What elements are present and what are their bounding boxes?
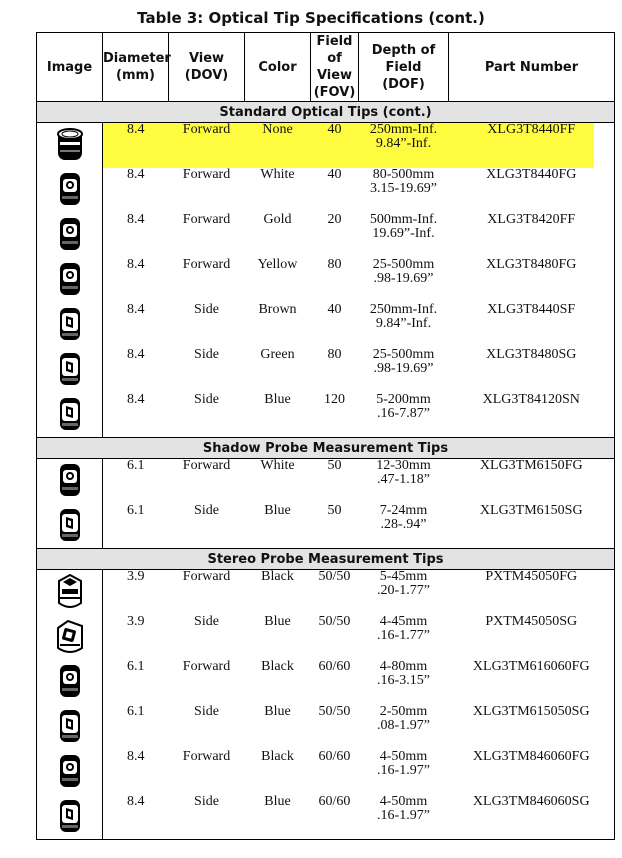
fov-cell: 40 [327, 301, 342, 317]
dof-cell [359, 570, 449, 615]
probe-tip-side-icon [37, 798, 102, 834]
dof-cell [359, 213, 449, 258]
dof-imperial: .20-1.77” [377, 583, 430, 598]
dof-metric: 4-45mm [379, 613, 428, 629]
section-header [37, 438, 615, 459]
dof-cell [359, 258, 449, 303]
dof-imperial: .16-7.87” [377, 405, 430, 421]
fov-cell: 50 [327, 458, 342, 473]
diameter-cell: 8.4 [103, 123, 169, 168]
dof-cell [359, 459, 449, 504]
probe-tip-forward-clear-icon [37, 126, 102, 162]
table-row [37, 750, 615, 795]
dof-metric: 25-500mm [372, 256, 435, 272]
dof-cell [359, 393, 449, 438]
probe-tip-forward-icon [37, 216, 102, 252]
diameter-cell: 3.9 [127, 613, 145, 629]
dof-metric: 12-30mm [376, 458, 431, 473]
part-number-cell: XLG3T8480FG [449, 258, 615, 303]
view-cell: Forward [182, 166, 231, 182]
dof-imperial: .08-1.97” [377, 717, 430, 733]
fov-cell: 20 [327, 211, 342, 227]
view-cell: Side [194, 613, 219, 629]
fov-cell: 60/60 [318, 658, 351, 674]
view-cell: Side [194, 346, 219, 362]
probe-tip-side-icon [37, 396, 102, 432]
tip-image [37, 348, 103, 393]
header-image: Image [37, 33, 103, 102]
table-row [37, 303, 615, 348]
part-number-cell: XLG3T8420FF [449, 213, 615, 258]
diameter-cell: 8.4 [127, 346, 145, 362]
tip-image [37, 660, 103, 705]
dof-imperial: .28-.94” [380, 516, 427, 532]
diameter-cell: 8.4 [103, 393, 169, 438]
section-header [37, 102, 615, 123]
header-diameter: Diameter (mm) [103, 33, 169, 102]
diameter-cell: 6.1 [127, 658, 145, 674]
diameter-cell: 3.9 [127, 569, 145, 584]
fov-cell: 40 [311, 123, 359, 168]
dof-cell [359, 615, 449, 660]
part-number-cell: XLG3TM846060FG [449, 750, 615, 795]
part-number-cell: XLG3T84120SN [449, 393, 615, 438]
diameter-cell: 8.4 [127, 301, 145, 317]
view-cell: Forward [182, 658, 231, 674]
view-cell: Side [169, 795, 245, 840]
color-cell: Black [261, 658, 294, 674]
optical-tip-spec-table [36, 32, 615, 840]
part-number-cell: XLG3T8440SF [449, 303, 615, 348]
diameter-cell: 6.1 [127, 703, 145, 719]
dof-imperial: .98-19.69” [373, 360, 434, 376]
dof-cell [359, 168, 449, 213]
table-row [37, 123, 615, 168]
color-cell: None [245, 123, 311, 168]
color-cell: Blue [245, 504, 311, 549]
fov-cell: 50/50 [318, 569, 351, 584]
view-cell: Side [194, 301, 219, 317]
color-cell: Brown [258, 301, 297, 317]
part-number-cell: XLG3T8480SG [449, 348, 615, 393]
dof-cell [359, 123, 449, 168]
probe-tip-side-icon [37, 306, 102, 342]
tip-image [37, 123, 103, 168]
fov-cell: 40 [327, 166, 342, 182]
tip-image [37, 303, 103, 348]
tip-image [37, 393, 103, 438]
diameter-cell: 8.4 [127, 211, 145, 227]
section-header [37, 549, 615, 570]
dof-metric: 7-24mm [379, 502, 428, 518]
dof-cell [359, 504, 449, 549]
part-number-cell: PXTM45050FG [449, 570, 615, 615]
fov-cell: 60/60 [318, 748, 351, 764]
color-cell: Blue [264, 613, 291, 629]
fov-cell: 50/50 [318, 613, 351, 629]
dof-imperial: .16-3.15” [377, 672, 430, 688]
tip-image [37, 459, 103, 504]
fov-cell: 80 [327, 346, 342, 362]
probe-tip-stereo-forward-icon [37, 573, 102, 611]
dof-imperial: .98-19.69” [373, 270, 434, 286]
table-row [37, 393, 615, 438]
fov-cell: 80 [327, 256, 342, 272]
table-title: Table 3: Optical Tip Specifications (cont.) [137, 9, 485, 27]
header-row [37, 33, 615, 102]
probe-tip-side-icon [37, 351, 102, 387]
color-cell: Blue [245, 795, 311, 840]
tip-image [37, 168, 103, 213]
dof-cell [359, 348, 449, 393]
probe-tip-stereo-side-icon [37, 618, 102, 656]
header-dof: Depth of Field (DOF) [359, 33, 449, 102]
table-row [37, 168, 615, 213]
tip-image [37, 795, 103, 840]
section-title: Standard Optical Tips (cont.) [37, 102, 615, 123]
table-row [37, 504, 615, 549]
color-cell: Gold [263, 211, 292, 227]
tip-image [37, 570, 103, 615]
color-cell: Green [260, 346, 295, 362]
dof-metric: 5-200mm [376, 391, 431, 407]
view-cell: Side [169, 393, 245, 438]
view-cell: Side [169, 504, 245, 549]
view-cell: Side [194, 703, 219, 719]
tip-image [37, 504, 103, 549]
header-fov: Field of View (FOV) [311, 33, 359, 102]
diameter-cell: 6.1 [103, 504, 169, 549]
table-row [37, 660, 615, 705]
color-cell: Black [261, 569, 294, 584]
part-number-cell: XLG3TM6150SG [449, 504, 615, 549]
probe-tip-side-icon [37, 708, 102, 744]
probe-tip-forward-icon [37, 261, 102, 297]
dof-imperial: .16-1.97” [377, 807, 430, 823]
part-number-cell: PXTM45050SG [449, 615, 615, 660]
table-row [37, 258, 615, 303]
tip-image [37, 615, 103, 660]
fov-cell: 50 [311, 504, 359, 549]
fov-cell: 60/60 [311, 795, 359, 840]
dof-imperial: 9.84”-Inf. [375, 315, 432, 331]
fov-cell: 50/50 [318, 703, 351, 719]
probe-tip-forward-icon [37, 171, 102, 207]
dof-metric: 250mm-Inf. [369, 122, 438, 137]
dof-cell [359, 660, 449, 705]
dof-metric: 2-50mm [379, 703, 428, 719]
header-view: View (DOV) [169, 33, 245, 102]
table-row [37, 615, 615, 660]
view-cell: Forward [182, 569, 231, 584]
dof-imperial: .16-1.77” [377, 627, 430, 643]
color-cell: Blue [264, 703, 291, 719]
diameter-cell: 6.1 [127, 458, 145, 473]
view-cell: Forward [182, 256, 231, 272]
color-cell: White [260, 458, 295, 473]
dof-metric: 4-80mm [379, 658, 428, 674]
tip-image [37, 705, 103, 750]
probe-tip-side-icon [37, 507, 102, 543]
color-cell: Blue [245, 393, 311, 438]
color-cell: White [260, 166, 295, 182]
dof-metric: 500mm-Inf. [369, 211, 438, 227]
table-row [37, 570, 615, 615]
fov-cell: 120 [311, 393, 359, 438]
section-title: Stereo Probe Measurement Tips [37, 549, 615, 570]
header-part-number: Part Number [449, 33, 615, 102]
part-number-cell: XLG3T8440FG [449, 168, 615, 213]
dof-metric: 4-50mm [379, 748, 428, 764]
view-cell: Forward [182, 211, 231, 227]
part-number-cell: XLG3T8440FF [449, 123, 615, 168]
dof-metric: 80-500mm [372, 166, 435, 182]
table-row [37, 459, 615, 504]
header-color: Color [245, 33, 311, 102]
part-number-cell: XLG3TM616060FG [449, 660, 615, 705]
dof-metric: 250mm-Inf. [369, 301, 438, 317]
dof-cell [359, 705, 449, 750]
tip-image [37, 750, 103, 795]
table-row [37, 213, 615, 258]
diameter-cell: 8.4 [127, 748, 145, 764]
view-cell: Forward [182, 458, 231, 473]
table-row [37, 795, 615, 840]
part-number-cell: XLG3TM6150FG [449, 459, 615, 504]
color-cell: Black [261, 748, 294, 764]
dof-imperial: .16-1.97” [377, 762, 430, 778]
dof-imperial: .47-1.18” [377, 472, 430, 487]
diameter-cell: 8.4 [127, 166, 145, 182]
dof-cell [359, 795, 449, 840]
view-cell: Forward [182, 748, 231, 764]
color-cell: Yellow [257, 256, 298, 272]
dof-imperial: 19.69”-Inf. [372, 225, 435, 241]
table-row [37, 348, 615, 393]
diameter-cell: 8.4 [127, 256, 145, 272]
probe-tip-forward-icon [37, 753, 102, 789]
table-row [37, 705, 615, 750]
probe-tip-forward-icon [37, 462, 102, 498]
dof-imperial: 3.15-19.69” [370, 180, 437, 196]
tip-image [37, 258, 103, 303]
probe-tip-forward-icon [37, 663, 102, 699]
dof-cell [359, 750, 449, 795]
dof-cell [359, 303, 449, 348]
dof-metric: 25-500mm [372, 346, 435, 362]
tip-image [37, 213, 103, 258]
dof-imperial: 9.84”-Inf. [375, 136, 432, 151]
part-number-cell: XLG3TM615050SG [449, 705, 615, 750]
view-cell: Forward [169, 123, 245, 168]
diameter-cell: 8.4 [103, 795, 169, 840]
dof-metric: 5-45mm [379, 569, 428, 584]
dof-metric: 4-50mm [379, 793, 428, 809]
section-title: Shadow Probe Measurement Tips [37, 438, 615, 459]
part-number-cell: XLG3TM846060SG [449, 795, 615, 840]
